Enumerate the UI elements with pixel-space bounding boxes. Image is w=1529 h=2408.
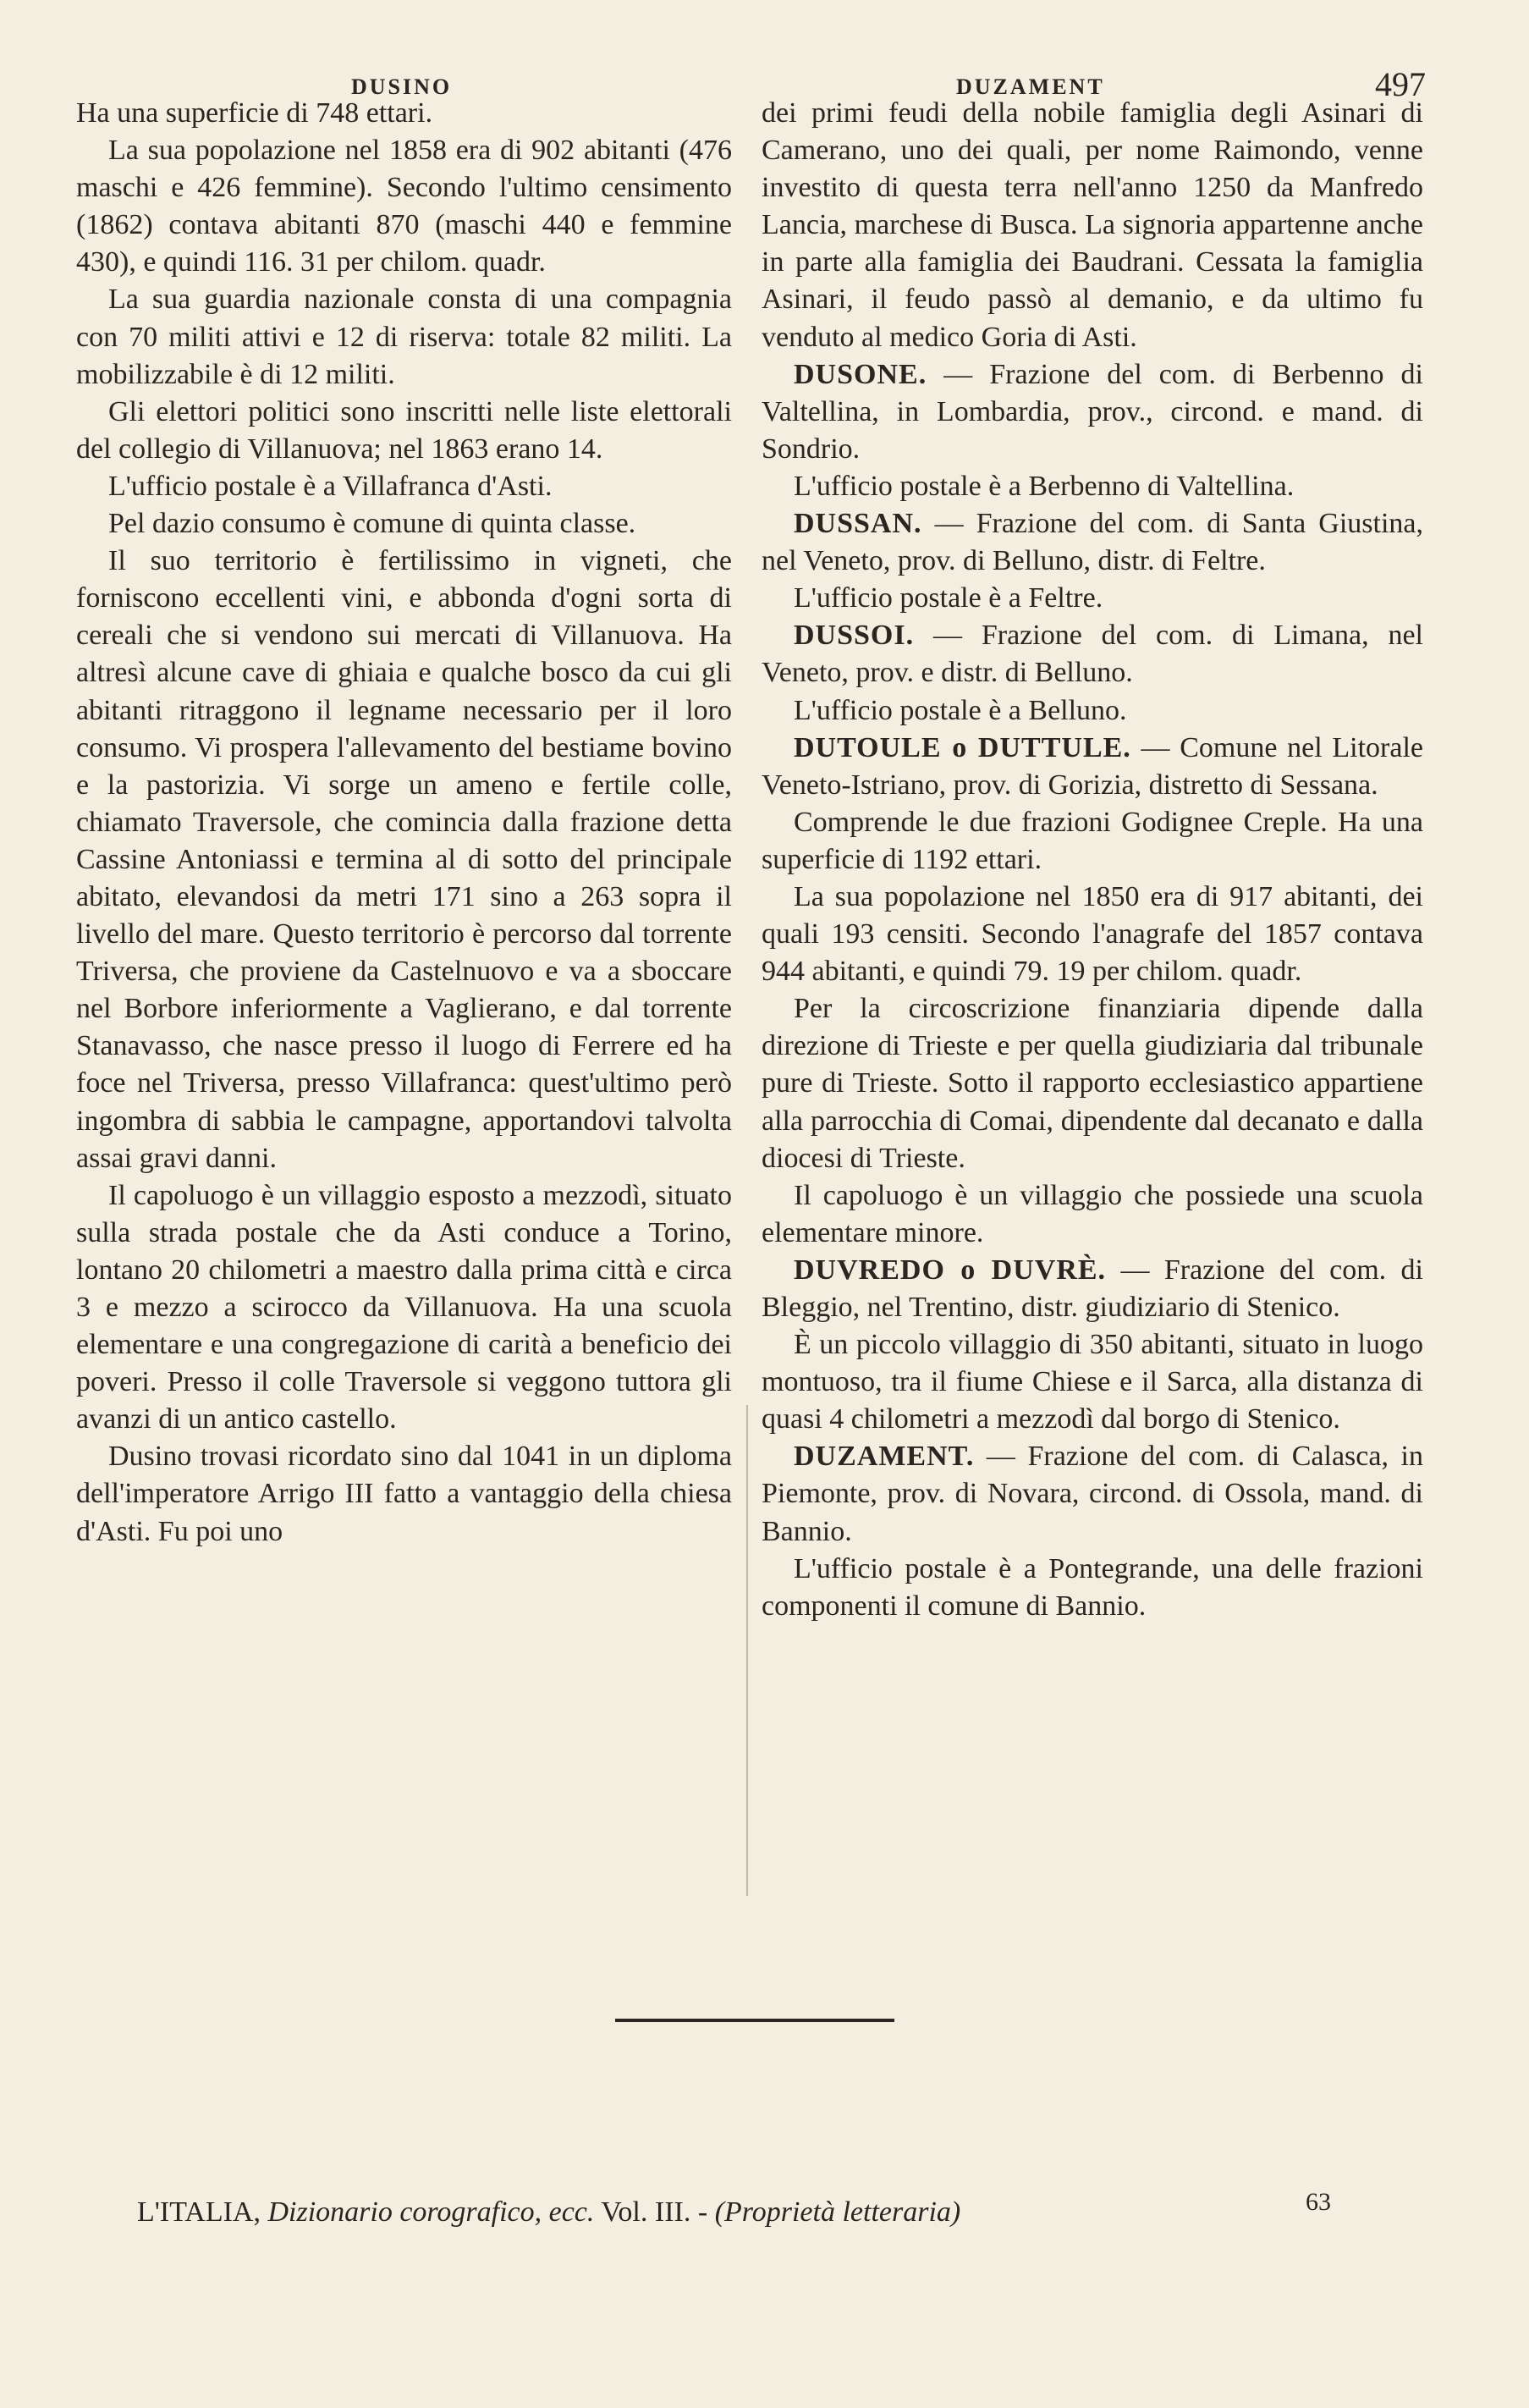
paragraph: L'ufficio postale è a Pontegrande, una delle frazioni componenti il comune di Bannio. bbox=[762, 1552, 1423, 1622]
footer-rights: (Proprietà letteraria) bbox=[714, 2196, 961, 2228]
paragraph: La sua guardia nazionale consta di una compagnia con 70 militi attivi e 12 di riserva: totale 82 militi. La mobilizzabile è di 12 militi. bbox=[76, 284, 732, 390]
paragraph: Gli elettori politici sono inscritti nelle liste elettorali del collegio di Villanuova; nel 1863 erano 14. bbox=[76, 395, 732, 465]
paragraph: Pel dazio consumo è comune di quinta classe. bbox=[108, 508, 636, 540]
paragraph: Il capoluogo è un villaggio che possiede una scuola elementare minore. bbox=[762, 1179, 1423, 1248]
paragraph: Il suo territorio è fertilissimo in vigneti, che forniscono eccellenti vini, e abbonda d'ogni sorta di cereali che si vendono sui mercati di Villanuova. Ha altresì alcune cave di ghiaia e qualche bosco da cui gli abitanti ritraggono il legname necessario per il loro consumo. Vi prospera l'allevamento del bestiame bovino e la pastorizia. Vi sorge un ameno e fertile colle, chiamato Traversole, che comincia dalla frazione detta Cassine Antoniassi e termina al di sotto del principale abitato, elevandosi da metri 171 sino a 263 sopra il livello del mare. Questo territorio è percorso dal torrente Triversa, che proviene da Castelnuovo e va a sboccare nel Borbore inferiormente a Vaglierano, e dal torrente Stanavasso, che nasce presso il luogo di Ferrere ed ha foce nel Triversa, presso Villafranca: quest'ultimo però ingombra di sabbia le campagne, apportandovi talvolta assai gravi danni. bbox=[76, 545, 732, 1174]
footer-volume: Vol. III. bbox=[601, 2196, 691, 2228]
entry-dussan bbox=[762, 505, 1423, 580]
entry-text: — Frazione del com. di Calasca, in Piemonte, prov. di Novara, circond. di Ossola, mand. di Bannio. bbox=[762, 1441, 1423, 1547]
signature-mark: 63 bbox=[1306, 2188, 1331, 2216]
entry-duzament bbox=[762, 1438, 1423, 1550]
paragraph: L'ufficio postale è a Berbenno di Valtellina. bbox=[794, 470, 1295, 502]
left-column bbox=[76, 95, 732, 1551]
paragraph: Ha una superficie di 748 ettari. bbox=[76, 97, 433, 129]
running-head-left: DUSINO bbox=[351, 74, 453, 99]
paragraph: La sua popolazione nel 1850 era di 917 abitanti, dei quali 193 censiti. Secondo l'anagrafe del 1857 contava 944 abitanti, e quindi 79. 19 per chilom. quadr. bbox=[762, 880, 1423, 988]
paragraph: Dusino trovasi ricordato sino dal 1041 in un diploma dell'imperatore Arrigo III fatto a vantaggio della chiesa d'Asti. Fu poi uno bbox=[76, 1441, 732, 1547]
end-rule bbox=[615, 2019, 894, 2022]
paragraph: È un piccolo villaggio di 350 abitanti, situato in luogo montuoso, tra il fiume Chiese e il Sarca, alla distanza di quasi 4 chilometri a mezzodì dal borgo di Stenico. bbox=[762, 1329, 1423, 1435]
headword: DUSSOI. bbox=[794, 620, 915, 652]
paragraph: L'ufficio postale è a Belluno. bbox=[794, 694, 1127, 726]
paragraph: La sua popolazione nel 1858 era di 902 abitanti (476 maschi e 426 femmine). Secondo l'ultimo censimento (1862) contava abitanti 870 (maschi 440 e femmine 430), e quindi 116. 31 per chilom. quadr. bbox=[76, 135, 732, 278]
entry-dutoule bbox=[762, 730, 1423, 804]
column-divider bbox=[746, 1405, 748, 1896]
running-head-right: DUZAMENT bbox=[956, 74, 1105, 99]
paragraph: L'ufficio postale è a Villafranca d'Asti. bbox=[108, 470, 553, 502]
headword: DUSSAN. bbox=[794, 508, 922, 540]
page-number: 497 bbox=[1375, 65, 1426, 103]
footer-dash: - bbox=[697, 2196, 708, 2228]
paragraph: Per la circoscrizione finanziaria dipende dalla direzione di Trieste e per quella giudiziaria dal tribunale pure di Trieste. Sotto il rapporto ecclesiastico appartiene alla parrocchia di Comai, dipendente dal decanato e dalla diocesi di Trieste. bbox=[762, 993, 1423, 1174]
entry-text: — Comune nel Litorale Veneto-Istriano, prov. di Gorizia, distretto di Sessana. bbox=[762, 731, 1423, 801]
headword: DUSONE. bbox=[794, 358, 927, 390]
paragraph: Il capoluogo è un villaggio esposto a mezzodì, situato sulla strada postale che da Asti conduce a Torino, lontano 20 chilometri a maestro dalla prima città e circa 3 e mezzo a scirocco da Villanuova. Ha una scuola elementare e una congregazione di carità a beneficio dei poveri. Presso il colle Traversole si veggono tuttora gli avanzi di un antico castello. bbox=[76, 1179, 732, 1435]
entry-text: — Frazione del com. di Bleggio, nel Trentino, distr. giudiziario di Stenico. bbox=[762, 1254, 1423, 1323]
paragraph: L'ufficio postale è a Feltre. bbox=[794, 582, 1103, 614]
entry-text: — Frazione del com. di Limana, nel Veneto, prov. e distr. di Belluno. bbox=[762, 620, 1424, 689]
headword: DUVREDO o DUVRÈ. bbox=[794, 1254, 1107, 1286]
footer-prefix: L'ITALIA, bbox=[137, 2196, 261, 2228]
entry-text: — Frazione del com. di Berbenno di Valtellina, in Lombardia, prov., circond. e mand. di Sondrio. bbox=[762, 358, 1423, 465]
footer bbox=[137, 2196, 960, 2229]
entry-text: — Frazione del com. di Santa Giustina, nel Veneto, prov. di Belluno, distr. di Feltre. bbox=[762, 508, 1423, 577]
headword: DUZAMENT. bbox=[794, 1441, 975, 1473]
entry-dussoi bbox=[762, 617, 1423, 692]
footer-title: Dizionario corografico, ecc. bbox=[267, 2196, 595, 2228]
paragraph: dei primi feudi della nobile famiglia degli Asinari di Camerano, uno dei quali, per nome Raimondo, venne investito di questa terra nell'anno 1250 da Manfredo Lancia, marchese di Busca. La signoria appartenne anche in parte alla famiglia dei Baudrani. Cessata la famiglia Asinari, il feudo passò al demanio, e da ultimo fu venduto al medico Goria di Asti. bbox=[762, 97, 1423, 353]
entry-dusone bbox=[762, 356, 1423, 468]
entry-duvredo bbox=[762, 1252, 1423, 1326]
headword: DUTOULE o DUTTULE. bbox=[794, 731, 1131, 763]
paragraph: Comprende le due frazioni Godignee Creple. Ha una superficie di 1192 ettari. bbox=[762, 806, 1423, 875]
right-column bbox=[762, 95, 1423, 1625]
